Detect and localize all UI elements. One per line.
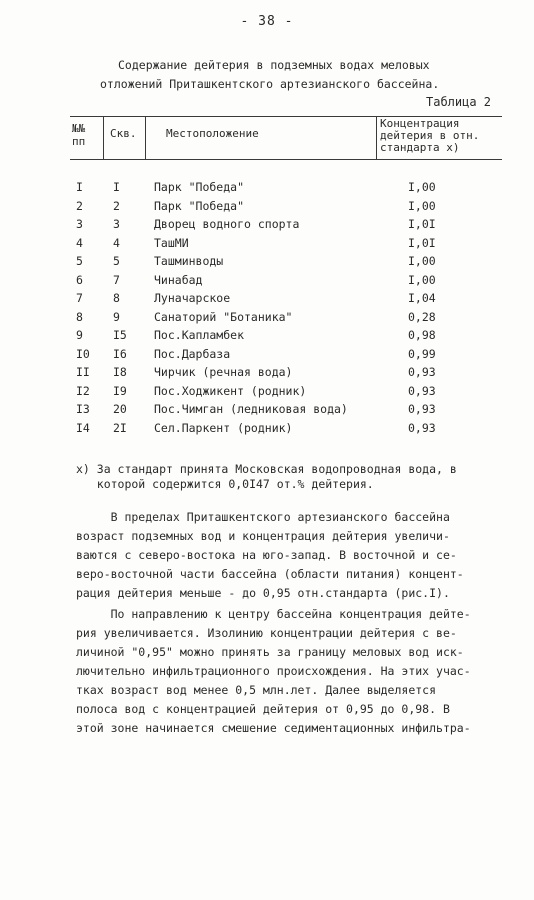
- table-row: [0, 180, 534, 198]
- paragraph-line: По направлению к центру бассейна концентрация дейте-: [76, 607, 471, 621]
- cell-well: 8: [113, 291, 120, 305]
- footnote: [76, 462, 506, 492]
- cell-location: Пос.Капламбек: [154, 328, 245, 342]
- paragraph-2: [76, 605, 506, 738]
- cell-concentration: 0,93: [408, 383, 436, 398]
- header-location: Местоположение: [166, 127, 259, 140]
- cell-num: 3: [76, 217, 83, 231]
- cell-concentration: I,00: [408, 272, 436, 287]
- cell-well: I9: [113, 383, 127, 398]
- cell-location: Парк "Победа": [154, 180, 245, 194]
- table-row: [0, 199, 534, 217]
- header-conc-line-1: Концентрация: [380, 117, 460, 130]
- cell-concentration: 0,99: [408, 346, 436, 361]
- cell-location: Санаторий "Ботаника": [154, 309, 293, 324]
- cell-concentration: I,04: [408, 291, 436, 305]
- paragraph-line: веро-восточной части бассейна (области питания) концент-: [76, 567, 464, 581]
- cell-num: 8: [76, 309, 83, 324]
- header-conc-line-2: дейтерия в отн.: [380, 129, 480, 142]
- cell-num: I4: [76, 420, 90, 435]
- cell-well: 3: [113, 217, 120, 231]
- cell-well: 5: [113, 254, 120, 268]
- table-title-line-1: Содержание дейтерия в подземных водах меловых: [118, 58, 430, 72]
- header-conc-line-3: стандарта х): [380, 141, 460, 154]
- column-divider-2: [145, 116, 146, 159]
- paragraph-line: лючительно инфильтрационного происхождения. На этих учас-: [76, 664, 471, 678]
- cell-num: I3: [76, 402, 90, 416]
- cell-location: Чинабад: [154, 272, 203, 287]
- paragraph-line: рация дейтерия меньше - до 0,95 отн.стандарта (рис.I).: [76, 586, 450, 600]
- cell-location: Сел.Паркент (родник): [154, 420, 293, 435]
- cell-concentration: 0,93: [408, 420, 436, 435]
- cell-concentration: 0,93: [408, 365, 436, 379]
- cell-concentration: I,00: [408, 180, 436, 194]
- cell-concentration: I,0I: [408, 217, 436, 231]
- cell-well: I5: [113, 328, 127, 342]
- cell-num: I2: [76, 383, 90, 398]
- table-row: [0, 217, 534, 235]
- cell-location: Пос.Дарбаза: [154, 346, 231, 361]
- column-divider-1: [103, 116, 104, 159]
- cell-num: 4: [76, 235, 83, 250]
- cell-concentration: I,00: [408, 198, 436, 213]
- header-num-line-2: пп: [72, 135, 86, 148]
- cell-well: I6: [113, 346, 127, 361]
- table-row: [0, 365, 534, 383]
- cell-location: Дворец водного спорта: [154, 217, 300, 231]
- table-row: [0, 254, 534, 272]
- cell-num: I: [76, 180, 83, 194]
- table-row: [0, 236, 534, 254]
- table-row: [0, 328, 534, 346]
- paragraph-line: В пределах Приташкентского артезианского бассейна: [76, 510, 450, 524]
- cell-well: I: [113, 180, 120, 194]
- cell-well: 2: [113, 198, 120, 213]
- cell-concentration: 0,93: [408, 402, 436, 416]
- table-row: [0, 421, 534, 439]
- cell-well: I8: [113, 365, 127, 379]
- table-row: [0, 384, 534, 402]
- cell-concentration: 0,28: [408, 309, 436, 324]
- cell-num: 7: [76, 291, 83, 305]
- cell-num: 6: [76, 272, 83, 287]
- paragraph-line: личиной "0,95" можно принять за границу меловых вод иск-: [76, 645, 464, 659]
- table-header-rule: [70, 159, 502, 160]
- cell-well: 7: [113, 272, 120, 287]
- cell-well: 2I: [113, 420, 127, 435]
- cell-well: 4: [113, 235, 120, 250]
- cell-num: 5: [76, 254, 83, 268]
- table-label: Таблица 2: [426, 95, 492, 109]
- paragraph-line: ваются с северо-востока на юго-запад. В восточной и се-: [76, 548, 457, 562]
- cell-num: I0: [76, 346, 90, 361]
- paragraph-line: полоса вод с концентрацией дейтерия от 0,95 до 0,98. В: [76, 702, 450, 716]
- footnote-line-1: х) За стандарт принята Московская водопроводная вода, в: [76, 462, 457, 476]
- cell-concentration: I,00: [408, 254, 436, 268]
- column-divider-3: [376, 116, 377, 159]
- cell-location: Чирчик (речная вода): [154, 365, 293, 379]
- cell-location: Пос.Ходжикент (родник): [154, 383, 307, 398]
- cell-location: ТашМИ: [154, 235, 189, 250]
- cell-location: Ташминводы: [154, 254, 224, 268]
- table-row: [0, 347, 534, 365]
- header-num-line-1: №№: [72, 122, 86, 135]
- table-title-line-2: отложений Приташкентского артезианского бассейна.: [100, 77, 440, 91]
- cell-location: Пос.Чимган (ледниковая вода): [154, 402, 348, 416]
- footnote-line-2: которой содержится 0,0I47 от.% дейтерия.: [76, 477, 374, 491]
- paragraph-line: рия увеличивается. Изолинию концентрации дейтерия с ве-: [76, 626, 457, 640]
- cell-concentration: 0,98: [408, 328, 436, 342]
- cell-location: Луначарское: [154, 291, 231, 305]
- cell-location: Парк "Победа": [154, 198, 245, 213]
- table-row: [0, 402, 534, 420]
- paragraph-line: этой зоне начинается смешение седиментационных инфильтра-: [76, 721, 471, 735]
- cell-well: 20: [113, 402, 127, 416]
- paragraph-line: тках возраст вод менее 0,5 млн.лет. Далее выделяется: [76, 683, 437, 697]
- table-row: [0, 310, 534, 328]
- cell-num: 9: [76, 328, 83, 342]
- cell-well: 9: [113, 309, 120, 324]
- table-row: [0, 291, 534, 309]
- table-row: [0, 273, 534, 291]
- cell-num: 2: [76, 198, 83, 213]
- paragraph-1: [76, 508, 506, 603]
- cell-num: II: [76, 365, 90, 379]
- cell-concentration: I,0I: [408, 235, 436, 250]
- page-number: - 38 -: [240, 14, 294, 29]
- header-well: Скв.: [110, 127, 137, 140]
- paragraph-line: возраст подземных вод и концентрация дейтерия увеличи-: [76, 529, 450, 543]
